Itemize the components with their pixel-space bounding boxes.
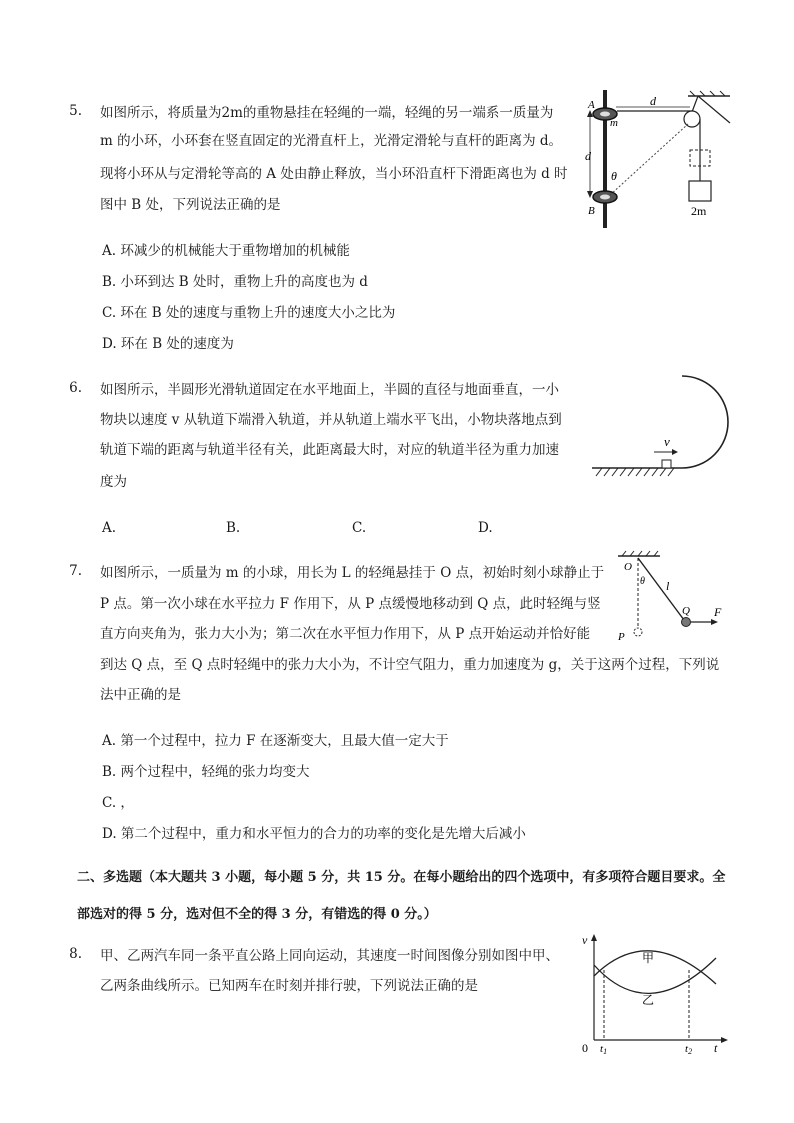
question-text-line: 到达 Q 点，至 Q 点时轻绳中的张力大小为，不计空气阻力，重力加速度为 g，关于这两个过程，下列说 [100, 657, 720, 673]
question-text-line: 法中正确的是 [100, 687, 181, 703]
option-a[interactable]: A. 环减少的机械能大于重物增加的机械能 [102, 243, 350, 259]
axis-label-v: v [582, 933, 588, 947]
option-d[interactable]: D. 环在 B 处的速度为 [102, 336, 234, 352]
label-F: F [714, 605, 722, 619]
question-text-line: 轨道下端的距离与轨道半径有关，此距离最大时，对应的轨道半径为重力加速 [100, 442, 559, 458]
option-c[interactable]: C. [352, 520, 367, 536]
question-number: 5. [69, 103, 82, 119]
question-text-line: 直方向夹角为，张力大小为；第二次在水平恒力作用下，从 P 点开始运动并恰好能 [100, 626, 591, 642]
label-theta: θ [611, 169, 617, 183]
question-text-line: P 点。第一次小球在水平拉力 F 作用下，从 P 点缓慢地移动到 Q 点，此时轻绳与竖 [100, 596, 601, 612]
label-v: v [664, 434, 670, 449]
question-text-line: 物块以速度 v 从轨道下端滑入轨道，并从轨道上端水平飞出，小物块落地点到 [100, 412, 562, 428]
label-l: l [666, 579, 670, 593]
label-B: B [588, 205, 595, 217]
curve-label-jia: 甲 [642, 951, 655, 965]
pendulum-figure [610, 548, 735, 648]
question-text-line: 现将小环从与定滑轮等高的 A 处由静止释放，当小环沿直杆下滑距离也为 d 时 [100, 166, 568, 182]
tick-label-t2: t2 [685, 1043, 693, 1055]
question-number: 7. [69, 563, 82, 579]
label-Q: Q [682, 605, 690, 617]
curve-label-yi: 乙 [642, 993, 655, 1007]
option-b[interactable]: B. [226, 520, 241, 536]
option-a[interactable]: A. [102, 520, 117, 536]
label-d-top: d [650, 94, 656, 108]
question-text-line: 图中 B 处，下列说法正确的是 [100, 197, 281, 213]
label-m: m [610, 117, 618, 129]
option-c[interactable]: C. 环在 B 处的速度与重物上升的速度大小之比为 [102, 305, 396, 321]
label-A: A [588, 99, 595, 111]
label-d-left: d [585, 149, 591, 163]
section-heading-line: 二、多选题（本大题共 3 小题，每小题 5 分，共 15 分。在每小题给出的四个选项中，有多项符合题目要求。全 [77, 870, 726, 885]
question-text-line: 如图所示，将质量为2m的重物悬挂在轻绳的一端，轻绳的另一端系一质量为 [100, 105, 554, 121]
question-text-line: 甲、乙两汽车同一条平直公路上同向运动，其速度一时间图像分别如图中甲、 [100, 948, 559, 964]
option-d[interactable]: D. [478, 520, 493, 536]
option-c[interactable]: C. ， [102, 795, 134, 811]
axis-label-t: t [714, 1041, 718, 1055]
tick-label-t1: t1 [600, 1043, 608, 1055]
section-heading-line: 部选对的得 5 分，选对但不全的得 3 分，有错选的得 0 分。） [77, 907, 437, 922]
question-text-line: m 的小环，小环套在竖直固定的光滑直杆上，光滑定滑轮与直杆的距离为 d。 [100, 133, 563, 149]
question-text-line: 乙两条曲线所示。已知两车在时刻并排行驶，下列说法正确的是 [100, 978, 478, 994]
label-2m: 2m [691, 204, 707, 218]
pulley-ring-figure [580, 88, 740, 233]
origin-label: 0 [582, 1041, 588, 1055]
label-O: O [624, 561, 632, 573]
question-text-line: 度为 [100, 474, 127, 490]
option-b[interactable]: B. 两个过程中，轻绳的张力均变大 [102, 764, 310, 780]
label-theta: θ [640, 576, 645, 587]
question-number: 8. [69, 946, 82, 962]
option-d[interactable]: D. 第二个过程中，重力和水平恒力的合力的功率的变化是先增大后减小 [102, 826, 526, 842]
option-b[interactable]: B. 小环到达 B 处时，重物上升的高度也为 d [102, 274, 368, 290]
option-a[interactable]: A. 第一个过程中，拉力 F 在逐渐变大，且最大值一定大于 [102, 733, 449, 749]
velocity-time-graph [578, 930, 733, 1055]
question-text-line: 如图所示，一质量为 m 的小球，用长为 L 的轻绳悬挂于 O 点，初始时刻小球静止于 [100, 565, 605, 581]
label-P: P [618, 631, 625, 643]
question-text-line: 如图所示，半圆形光滑轨道固定在水平地面上，半圆的直径与地面垂直，一小 [100, 382, 559, 398]
semicircle-track-figure [590, 368, 740, 483]
question-number: 6. [69, 380, 82, 396]
